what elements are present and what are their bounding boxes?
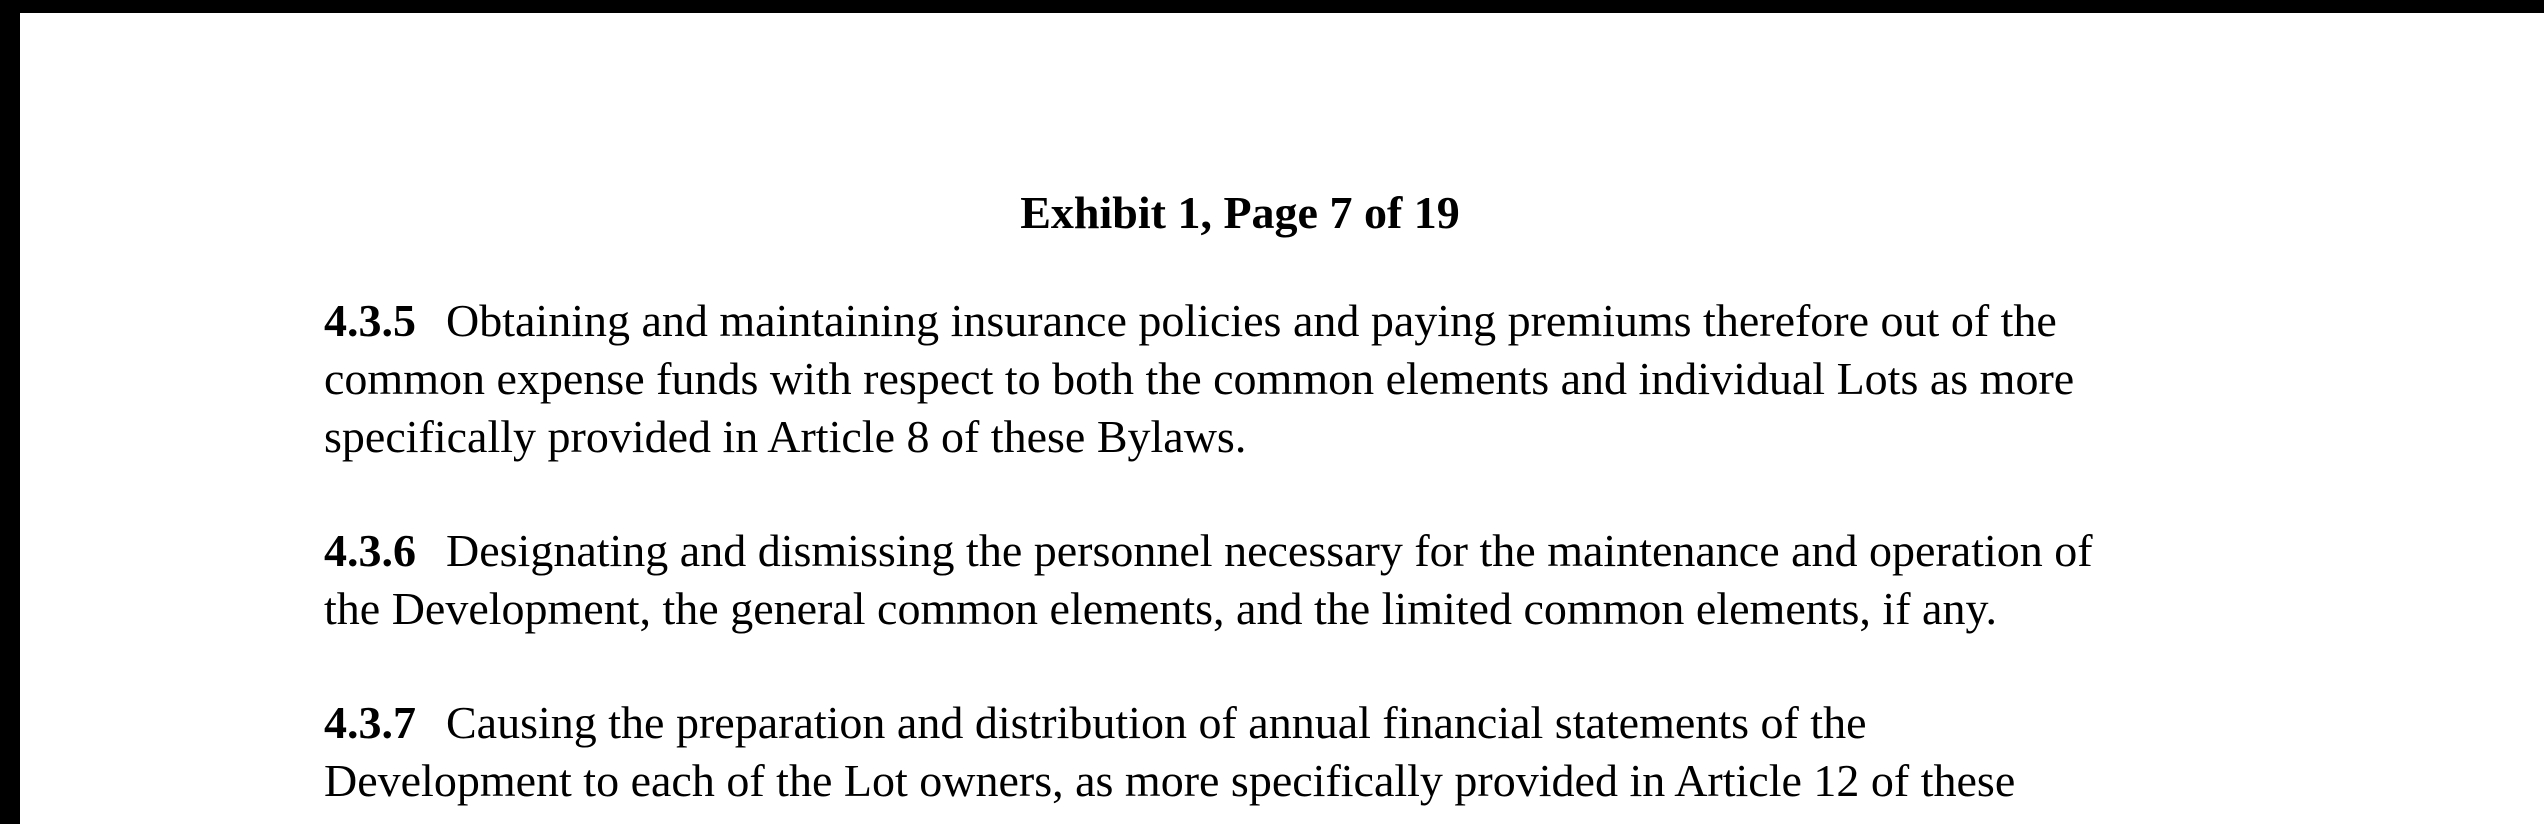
page-header: Exhibit 1, Page 7 of 19 — [1020, 187, 1460, 238]
document-body — [324, 292, 2324, 824]
clause-4-3-5 — [324, 292, 2324, 466]
clause-4-3-6 — [324, 522, 2324, 638]
clause-line: specifically provided in Article 8 of these Bylaws. — [324, 411, 1247, 462]
clause-number: 4.3.5 — [324, 295, 416, 346]
clause-4-3-7 — [324, 694, 2324, 810]
clause-line: common expense funds with respect to both the common elements and individual Lots as more — [324, 353, 2075, 404]
scan-border-left — [0, 0, 20, 824]
clause-line: Development to each of the Lot owners, as more specifically provided in Article 12 of these — [324, 755, 2016, 806]
clause-text: Obtaining and maintaining insurance policies and paying premiums therefore out of the — [446, 295, 2057, 346]
clause-line: the Development, the general common elements, and the limited common elements, if any. — [324, 583, 1997, 634]
clause-text: Causing the preparation and distribution of annual financial statements of the — [446, 697, 1867, 748]
clause-number: 4.3.7 — [324, 697, 416, 748]
clause-line — [324, 694, 2324, 752]
clause-line — [324, 292, 2324, 350]
clause-number: 4.3.6 — [324, 525, 416, 576]
clause-text: Designating and dismissing the personnel necessary for the maintenance and operation of — [446, 525, 2093, 576]
scan-border-top — [0, 0, 2544, 13]
clause-line — [324, 522, 2324, 580]
